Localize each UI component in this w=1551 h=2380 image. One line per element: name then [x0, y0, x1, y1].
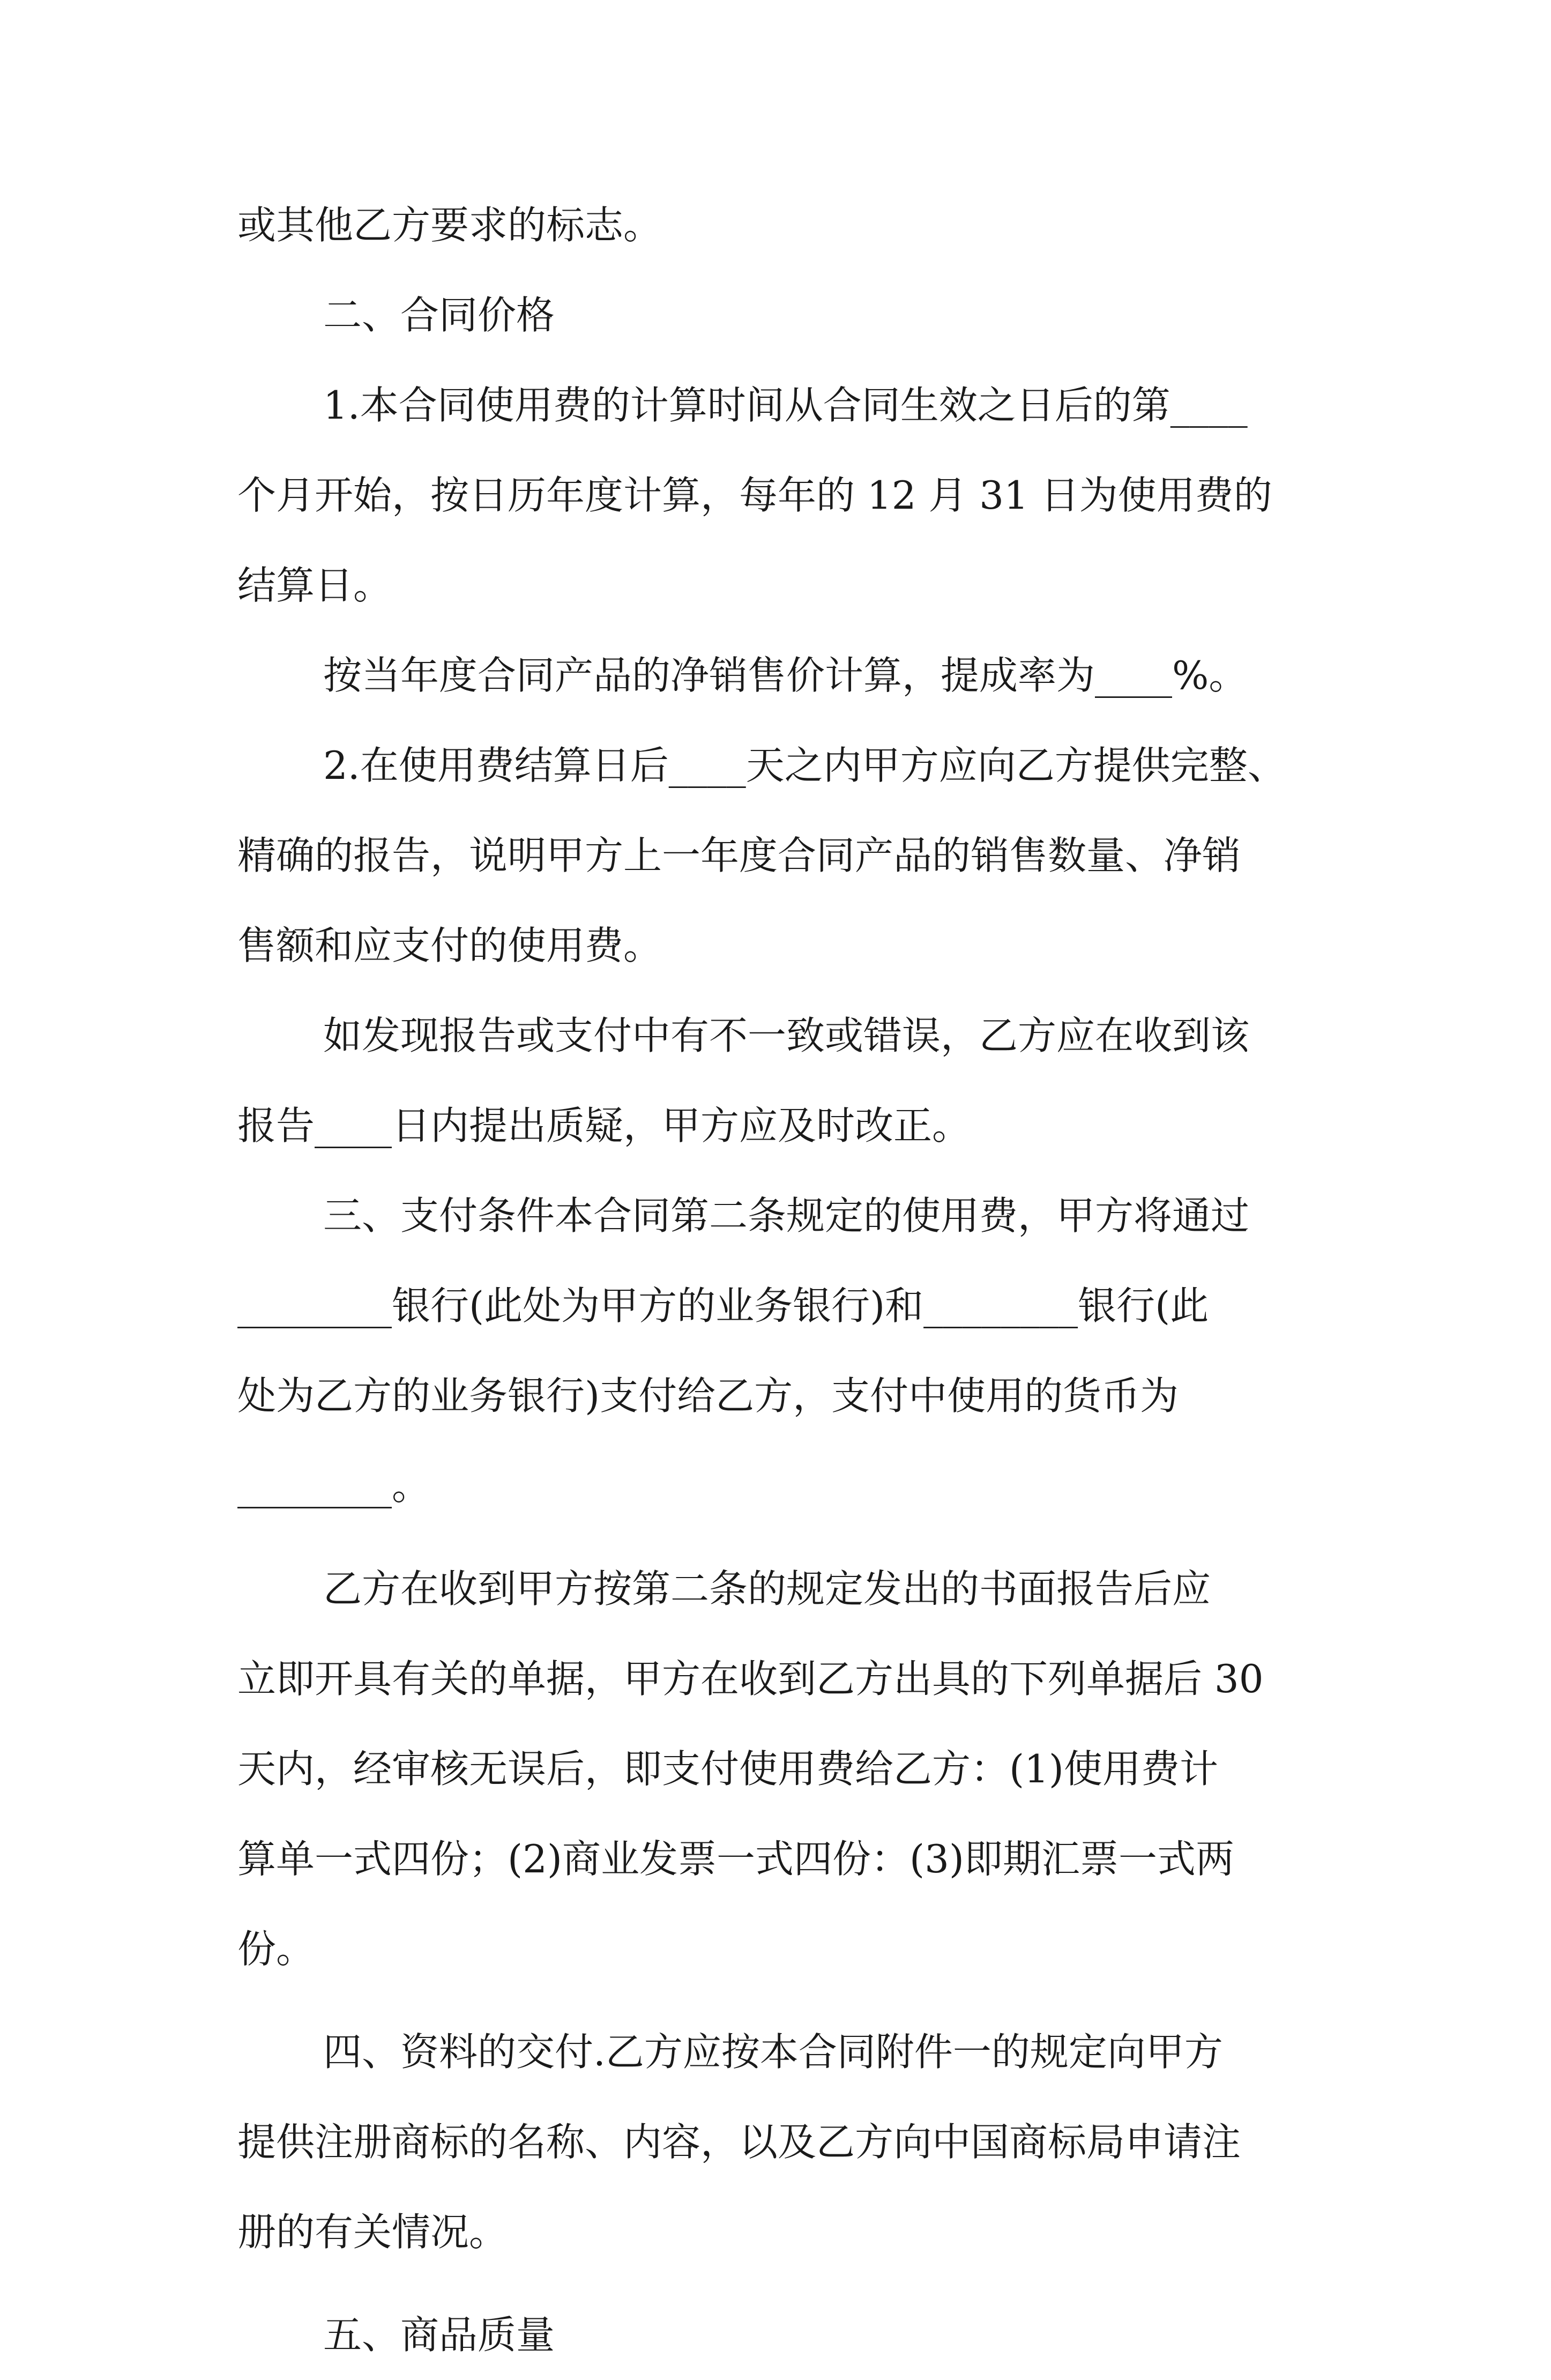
text-line: 售额和应支付的使用费。 — [237, 923, 662, 968]
contract-body-text — [237, 180, 1315, 2380]
text-line: 个月开始，按日历年度计算，每年的 12 月 31 日为使用费的 — [237, 473, 1272, 518]
paragraph-gap — [237, 1994, 1315, 2007]
text-line: 结算日。 — [237, 563, 392, 608]
paragraph-gap — [237, 2277, 1315, 2290]
text-line: 四、资料的交付.乙方应按本合同附件一的规定向甲方 — [323, 2029, 1223, 2074]
text-line: 三、支付条件本合同第二条规定的使用费，甲方将通过 — [323, 1193, 1250, 1238]
text-line: 如发现报告或支付中有不一致或错误，乙方应在收到该 — [323, 1013, 1250, 1058]
text-line: 提供注册商标的名称、内容，以及乙方向中国商标局申请注 — [237, 2119, 1241, 2165]
text-line: 立即开具有关的单据，甲方在收到乙方出具的下列单据后 30 — [237, 1656, 1264, 1701]
text-line: 份。 — [237, 1927, 315, 1972]
text-line: 精确的报告，说明甲方上一年度合同产品的销售数量、净销 — [237, 833, 1241, 878]
text-line: 算单一式四份；(2)商业发票一式四份：(3)即期汇票一式两 — [237, 1836, 1234, 1881]
text-line: 天内，经审核无误后，即支付使用费给乙方：(1)使用费计 — [237, 1746, 1218, 1791]
text-line: 报告____日内提出质疑，甲方应及时改正。 — [237, 1103, 971, 1148]
text-line: 册的有关情况。 — [237, 2210, 508, 2255]
text-line: ________银行(此处为甲方的业务银行)和________银行(此 — [237, 1283, 1209, 1328]
text-line: 二、合同价格 — [323, 293, 555, 338]
text-line: 处为乙方的业务银行)支付给乙方，支付中使用的货币为 — [237, 1373, 1179, 1418]
text-line: 五、商品质量 — [323, 2312, 555, 2357]
text-line: ________。 — [237, 1463, 431, 1508]
paragraph-gap — [237, 1531, 1315, 1544]
text-line: 按当年度合同产品的净销售价计算，提成率为____%。 — [323, 653, 1248, 698]
text-line: 乙方在收到甲方按第二条的规定发出的书面报告后应 — [323, 1566, 1211, 1611]
text-line: 1.本合同使用费的计算时间从合同生效之日后的第____ — [323, 383, 1248, 428]
text-line: 或其他乙方要求的标志。 — [237, 203, 662, 248]
text-line: 2.在使用费结算日后____天之内甲方应向乙方提供完整、 — [323, 743, 1286, 788]
